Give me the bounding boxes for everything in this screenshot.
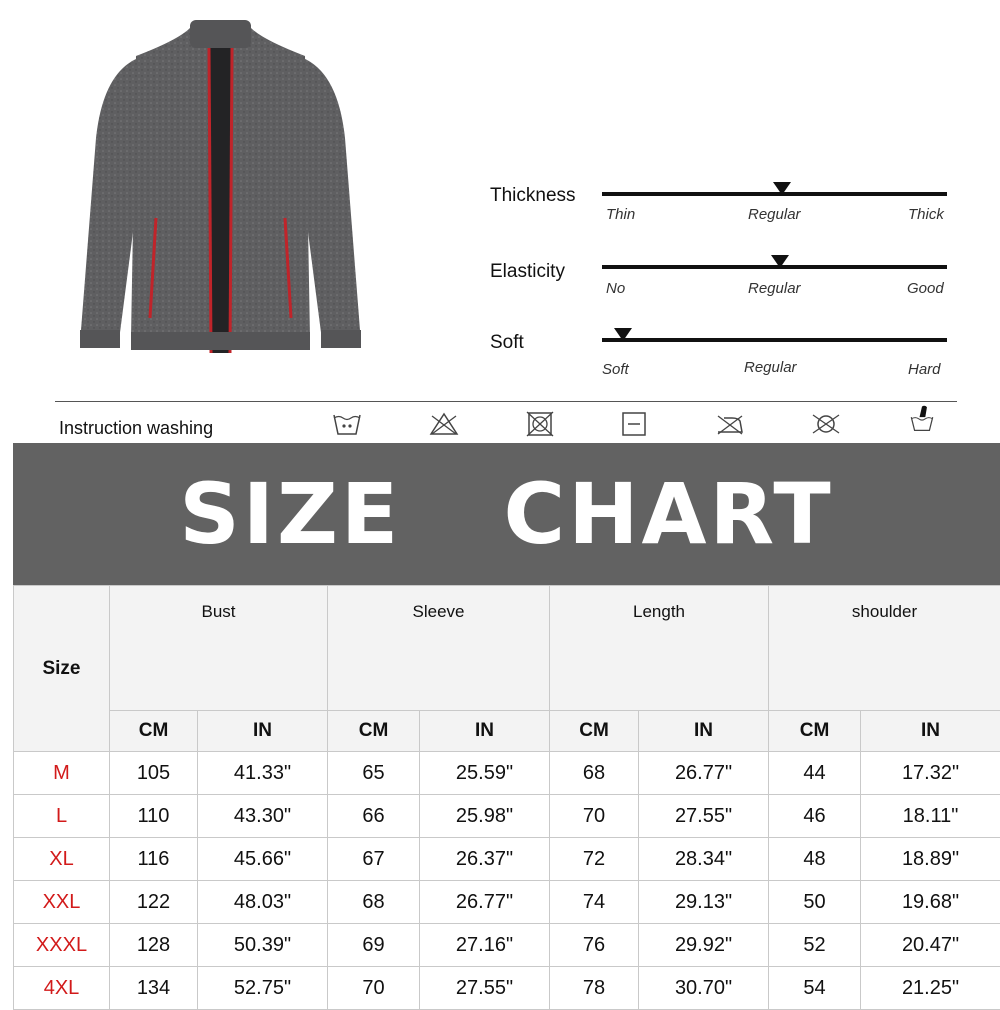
table-cell: 27.55" (420, 967, 550, 1010)
table-row (14, 795, 1000, 838)
tick-label: Soft (602, 361, 629, 378)
table-cell: 50 (769, 881, 861, 924)
tick-label: Regular (748, 206, 801, 223)
table-cell: 30.70" (639, 967, 769, 1010)
table-row (14, 881, 1000, 924)
table-cell: 25.59" (420, 752, 550, 795)
table-cell: 29.13" (639, 881, 769, 924)
table-cell: 105 (110, 752, 198, 795)
washing-title: Instruction washing (59, 418, 213, 439)
table-cell: 48 (769, 838, 861, 881)
no-bleach-icon (428, 410, 460, 438)
tick-label: Regular (744, 359, 797, 376)
table-cell: 50.39" (198, 924, 328, 967)
table-cell: 54 (769, 967, 861, 1010)
table-cell: 43.30" (198, 795, 328, 838)
unit-header: IN (420, 711, 550, 752)
table-cell: 25.98" (420, 795, 550, 838)
unit-header: CM (110, 711, 198, 752)
tick-label: Hard (908, 361, 941, 378)
table-cell: 110 (110, 795, 198, 838)
table-cell: 18.11" (861, 795, 1000, 838)
divider (55, 401, 957, 402)
size-chart-banner (13, 443, 1000, 585)
table-cell: 48.03" (198, 881, 328, 924)
wash-30-icon (331, 410, 363, 438)
tick-label: Thin (606, 206, 635, 223)
table-cell: 52 (769, 924, 861, 967)
size-table (13, 585, 1000, 1010)
flat-dry-icon (618, 410, 650, 438)
table-cell: 67 (328, 838, 420, 881)
table-cell: 21.25" (861, 967, 1000, 1010)
size-label: L (14, 795, 110, 838)
tick-label: Regular (748, 280, 801, 297)
table-cell: 78 (550, 967, 639, 1010)
attribute-elasticity (490, 255, 960, 305)
unit-header: CM (550, 711, 639, 752)
table-cell: 68 (550, 752, 639, 795)
table-row (14, 924, 1000, 967)
no-iron-icon (714, 410, 746, 438)
unit-header: IN (861, 711, 1000, 752)
scale-line (602, 338, 947, 342)
table-body (14, 752, 1000, 1010)
table-cell: 26.37" (420, 838, 550, 881)
table-cell: 18.89" (861, 838, 1000, 881)
unit-header: IN (639, 711, 769, 752)
table-row (14, 838, 1000, 881)
table-cell: 69 (328, 924, 420, 967)
tick-label: No (606, 280, 625, 297)
table-cell: 45.66" (198, 838, 328, 881)
size-label: 4XL (14, 967, 110, 1010)
table-cell: 65 (328, 752, 420, 795)
attribute-label: Thickness (490, 185, 576, 207)
size-label: XXL (14, 881, 110, 924)
table-cell: 46 (769, 795, 861, 838)
table-cell: 26.77" (420, 881, 550, 924)
table-cell: 29.92" (639, 924, 769, 967)
scale-level-marker (771, 255, 789, 268)
table-row (14, 967, 1000, 1010)
attribute-thickness (490, 180, 960, 230)
attribute-label: Soft (490, 332, 524, 354)
table-cell: 70 (550, 795, 639, 838)
tick-label: Thick (908, 206, 944, 223)
no-dry-clean-icon (810, 410, 842, 438)
table-cell: 52.75" (198, 967, 328, 1010)
table-cell: 19.68" (861, 881, 1000, 924)
table-header-row (14, 586, 1000, 711)
table-cell: 17.32" (861, 752, 1000, 795)
table-cell: 68 (328, 881, 420, 924)
table-cell: 116 (110, 838, 198, 881)
table-cell: 66 (328, 795, 420, 838)
no-tumble-dry-icon (524, 410, 556, 438)
size-label: M (14, 752, 110, 795)
table-cell: 72 (550, 838, 639, 881)
group-header-shoulder: shoulder (769, 586, 1000, 711)
cardigan-jacket-icon (78, 18, 363, 363)
size-label: XL (14, 838, 110, 881)
table-unit-row (14, 711, 1000, 752)
table-cell: 76 (550, 924, 639, 967)
table-cell: 27.16" (420, 924, 550, 967)
hand-wash-icon (906, 404, 938, 432)
table-cell: 128 (110, 924, 198, 967)
group-header-sleeve: Sleeve (328, 586, 550, 711)
attribute-soft (490, 325, 960, 380)
size-label: XXXL (14, 924, 110, 967)
table-cell: 134 (110, 967, 198, 1010)
unit-header: CM (769, 711, 861, 752)
table-cell: 41.33" (198, 752, 328, 795)
table-cell: 44 (769, 752, 861, 795)
attribute-label: Elasticity (490, 261, 565, 283)
table-cell: 26.77" (639, 752, 769, 795)
tick-label: Good (907, 280, 944, 297)
group-header-length: Length (550, 586, 769, 711)
unit-header: CM (328, 711, 420, 752)
size-column-header: Size (14, 586, 110, 752)
table-cell: 20.47" (861, 924, 1000, 967)
table-cell: 28.34" (639, 838, 769, 881)
banner-title: SIZE CHART (13, 443, 1000, 585)
table-row (14, 752, 1000, 795)
scale-level-marker (614, 328, 632, 341)
table-cell: 27.55" (639, 795, 769, 838)
table-cell: 70 (328, 967, 420, 1010)
group-header-bust: Bust (110, 586, 328, 711)
unit-header: IN (198, 711, 328, 752)
scale-level-marker (773, 182, 791, 195)
table-cell: 74 (550, 881, 639, 924)
table-cell: 122 (110, 881, 198, 924)
